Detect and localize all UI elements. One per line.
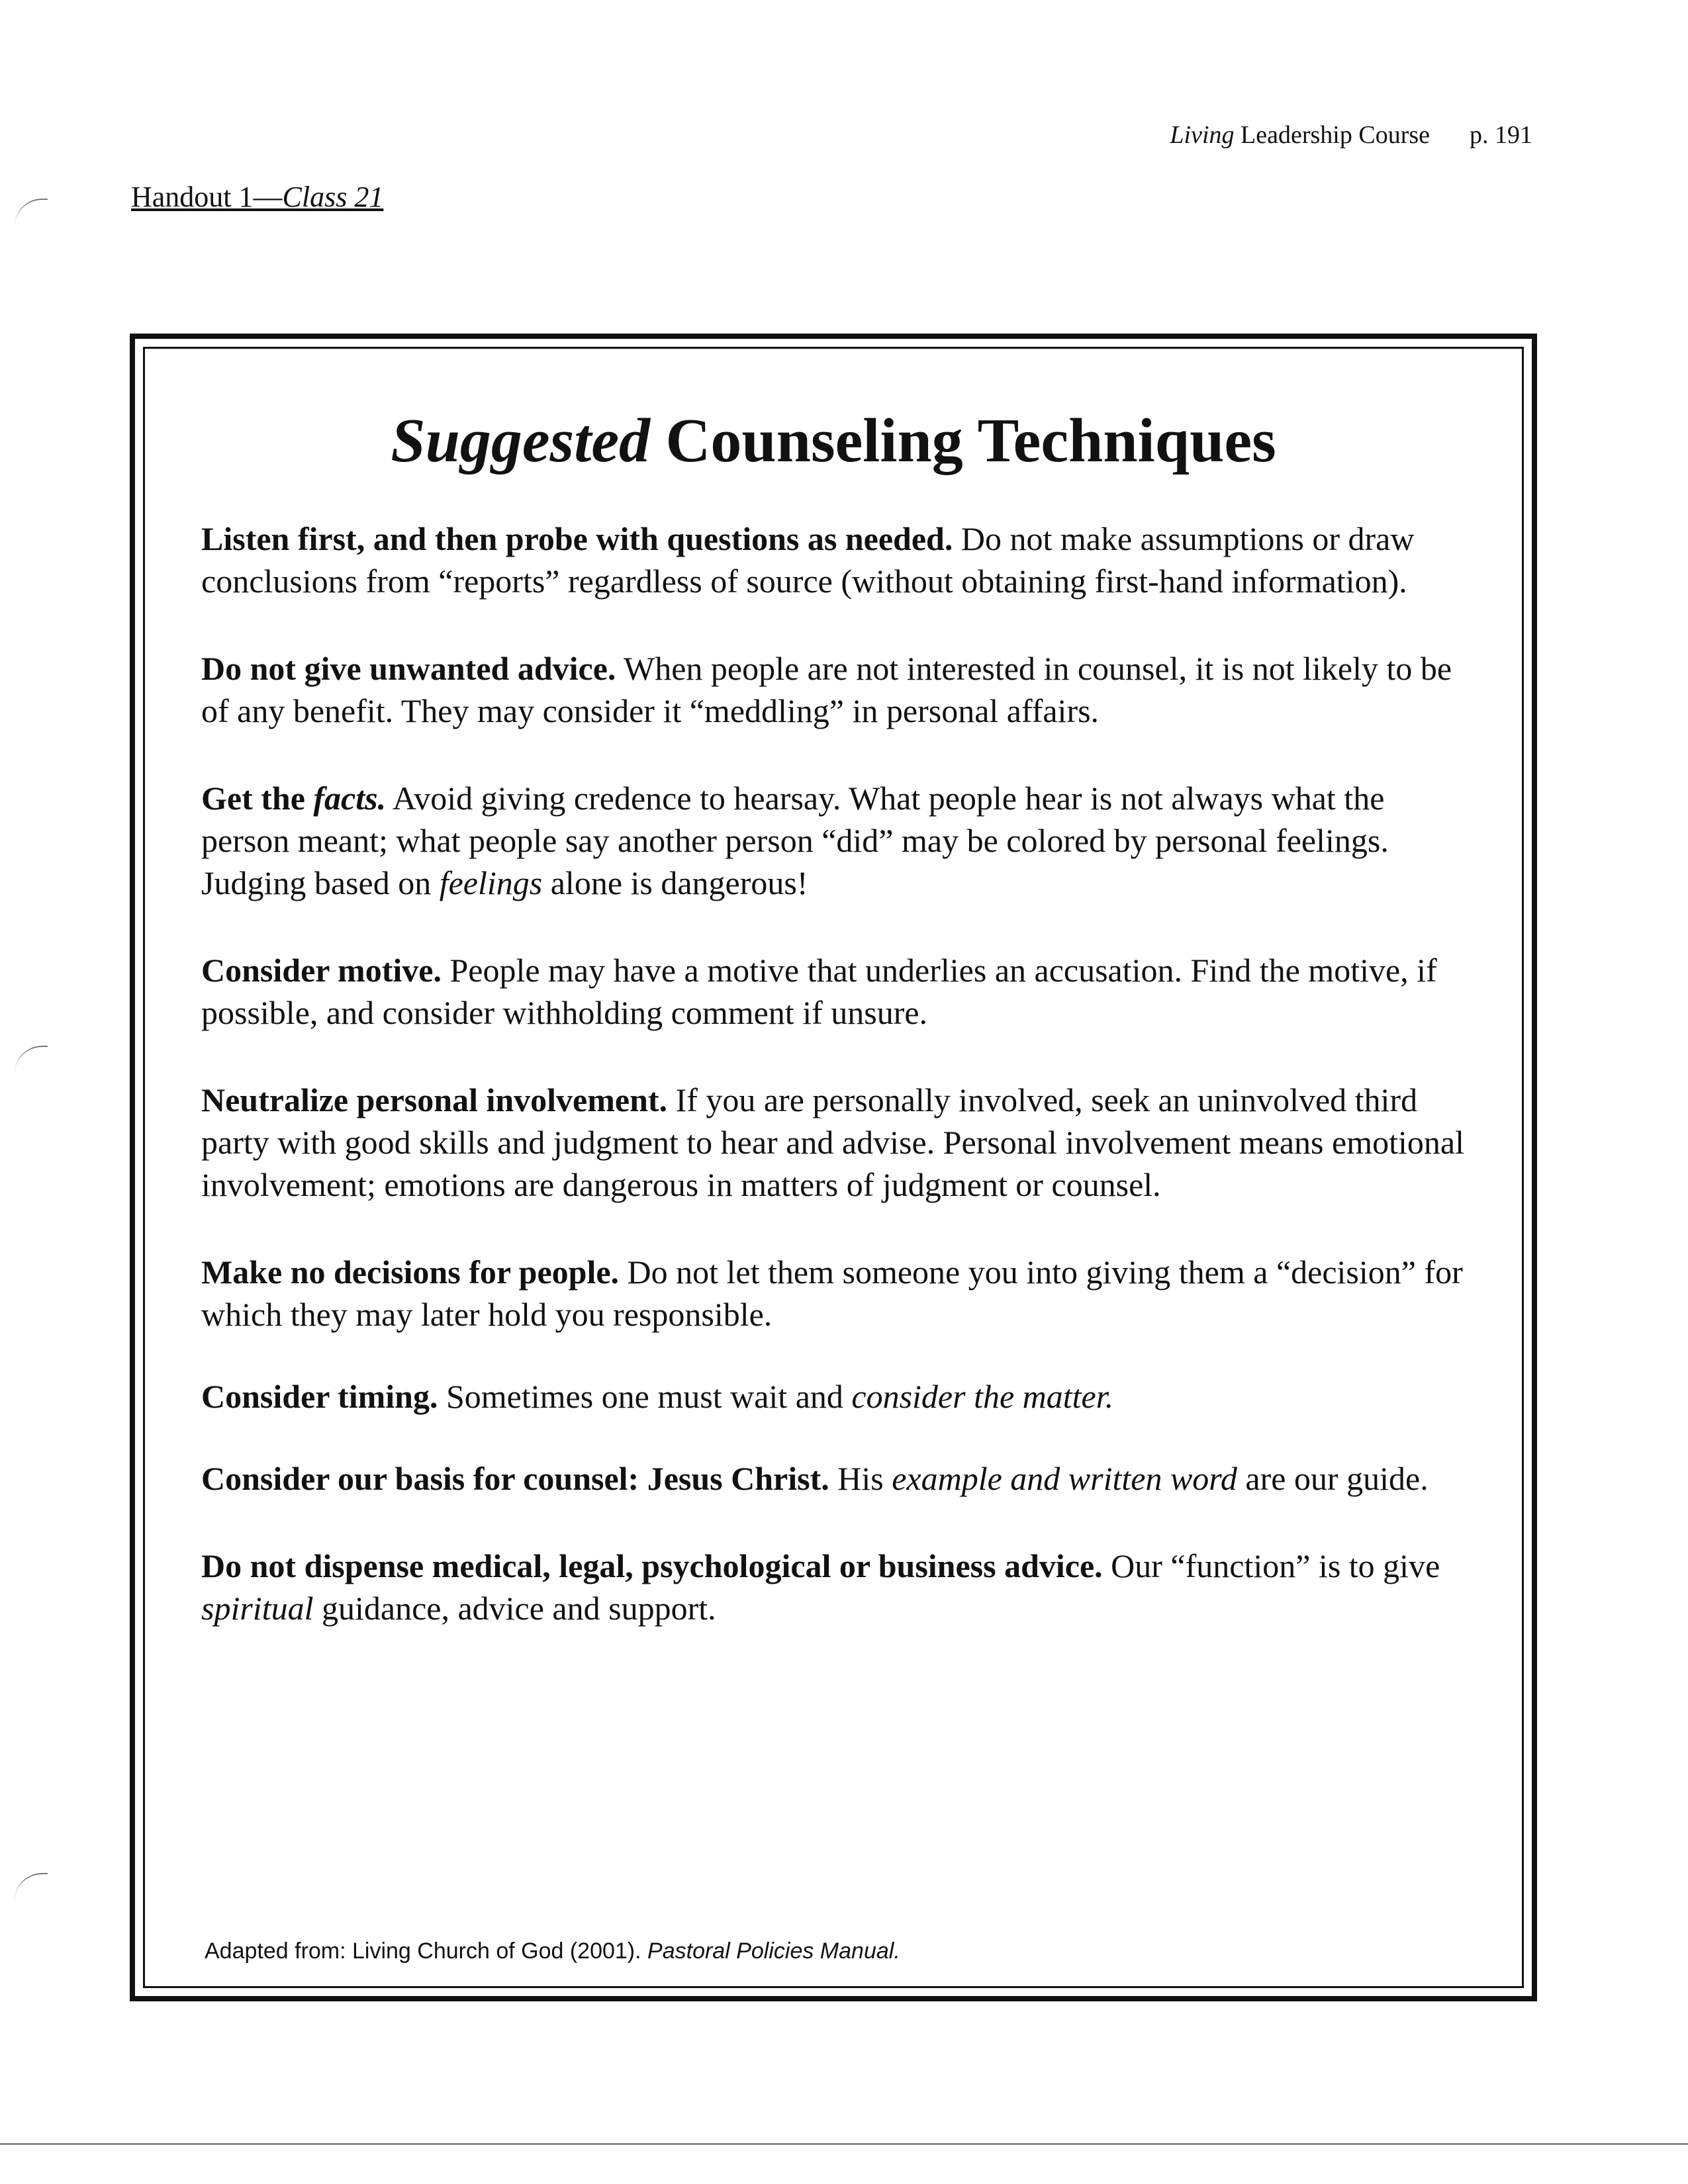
binder-hole-mark <box>15 1873 48 1901</box>
binder-hole-mark <box>15 199 48 226</box>
technique-text: Do not make assumptions or draw conclusions from “reports” regardless of source (without obtaining first-hand information). <box>201 520 1415 600</box>
technique-box <box>130 334 1537 2001</box>
technique-text: guidance, advice and support. <box>313 1590 716 1627</box>
technique-text: If you are personally involved, seek an uninvolved third party with good skills and judgment to hear and advise. Personal involvement means emotional involvement; emotions are dangerous in matters of judgment or counsel. <box>201 1081 1464 1203</box>
technique-text: His <box>829 1460 892 1497</box>
technique-text: Sometimes one must wait and <box>438 1378 852 1415</box>
class-number: Class 21 <box>282 181 384 213</box>
technique-text: alone is dangerous! <box>542 864 808 901</box>
technique-text: Avoid giving credence to hearsay. What people hear is not always what the person meant; what people say another person “did” may be colored by personal feelings. Judging based on <box>201 780 1389 901</box>
technique-text-emphasis: example and written word <box>892 1460 1237 1497</box>
title-rest: Counseling Techniques <box>650 406 1276 475</box>
handout-number: Handout 1— <box>131 181 283 213</box>
technique-text-emphasis: spiritual <box>201 1590 314 1627</box>
source-title: Pastoral Policies Manual. <box>647 1938 900 1964</box>
technique-item <box>201 518 1472 602</box>
technique-list <box>201 518 1472 1674</box>
technique-heading: Do not dispense medical, legal, psychological or business advice. <box>201 1547 1103 1584</box>
technique-heading: Consider our basis for counsel: Jesus Christ. <box>201 1460 829 1497</box>
running-header <box>1170 120 1532 150</box>
technique-heading <box>201 780 386 817</box>
technique-item <box>201 777 1472 904</box>
course-name: Leadership Course <box>1234 121 1430 149</box>
technique-heading: Neutralize personal involvement. <box>201 1081 668 1118</box>
page-title <box>135 405 1532 477</box>
technique-item <box>201 1457 1472 1500</box>
technique-heading: Listen first, and then probe with questions as needed. <box>201 520 953 557</box>
course-name-italic: Living <box>1170 121 1235 149</box>
technique-heading-emphasis: facts. <box>313 780 387 817</box>
scan-edge-line <box>0 2143 1688 2145</box>
technique-heading-part: Get the <box>201 780 314 817</box>
technique-heading: Consider timing. <box>201 1378 438 1415</box>
source-citation <box>205 1938 900 1964</box>
handout-label <box>131 180 383 214</box>
binder-hole-mark <box>15 1046 48 1073</box>
technique-text-emphasis: feelings <box>439 864 543 901</box>
technique-heading: Do not give unwanted advice. <box>201 650 616 687</box>
source-prefix: Adapted from: Living Church of God (2001). <box>205 1938 648 1964</box>
technique-text: are our guide. <box>1237 1460 1429 1497</box>
page-number: p. 191 <box>1470 121 1532 149</box>
technique-text-emphasis: consider the matter. <box>851 1378 1114 1415</box>
technique-text: People may have a motive that underlies an accusation. Find the motive, if possible, and consider withholding comment if unsure. <box>201 952 1437 1031</box>
technique-text: When people are not interested in counsel, it is not likely to be of any benefit. They may consider it “meddling” in personal affairs. <box>201 650 1452 729</box>
technique-item <box>201 949 1472 1034</box>
technique-heading: Consider motive. <box>201 952 442 989</box>
technique-item <box>201 1251 1472 1336</box>
technique-text: Do not let them someone you into giving them a “decision” for which they may later hold you responsible. <box>201 1253 1463 1333</box>
technique-item <box>201 1375 1472 1418</box>
technique-heading: Make no decisions for people. <box>201 1253 620 1291</box>
technique-item <box>201 647 1472 732</box>
technique-item <box>201 1545 1472 1629</box>
technique-text: Our “function” is to give <box>1102 1547 1440 1584</box>
technique-item <box>201 1079 1472 1206</box>
title-italic: Suggested <box>391 406 651 475</box>
